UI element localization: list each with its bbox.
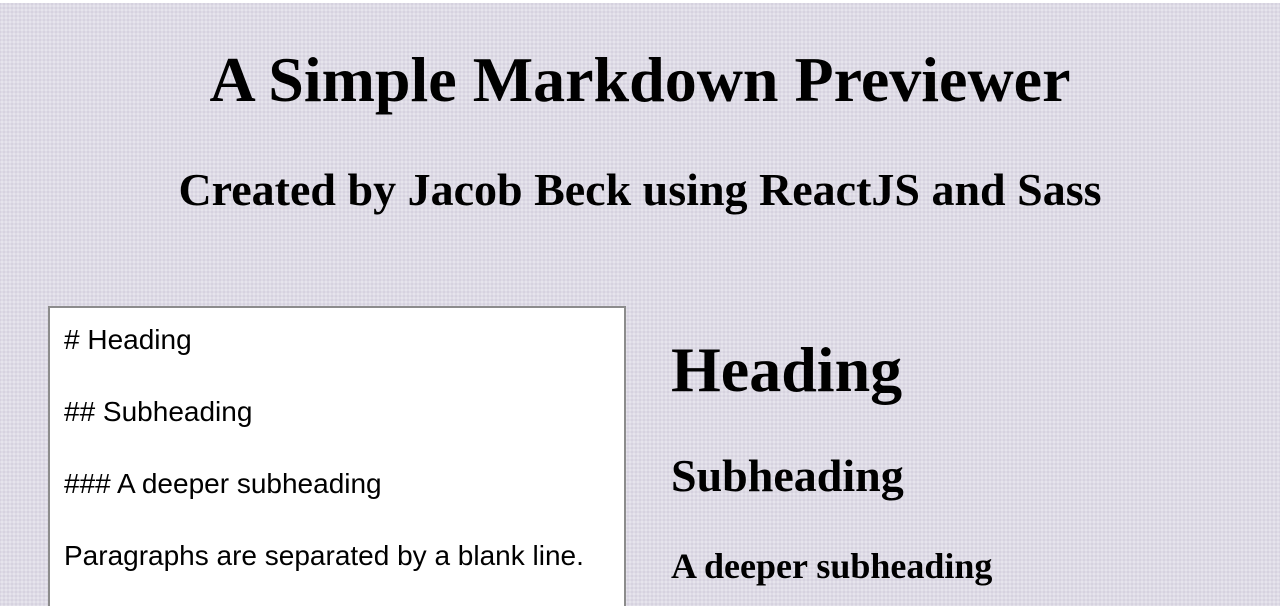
- preview-heading-1: Heading: [671, 334, 903, 405]
- page-subtitle: Created by Jacob Beck using ReactJS and Sass: [178, 164, 1102, 215]
- preview-heading-3: A deeper subheading: [671, 546, 993, 586]
- page-title: A Simple Markdown Previewer: [209, 44, 1071, 115]
- markdown-editor[interactable]: [48, 306, 626, 606]
- preview-heading-2: Subheading: [671, 450, 904, 501]
- top-edge-divider: [0, 0, 1280, 3]
